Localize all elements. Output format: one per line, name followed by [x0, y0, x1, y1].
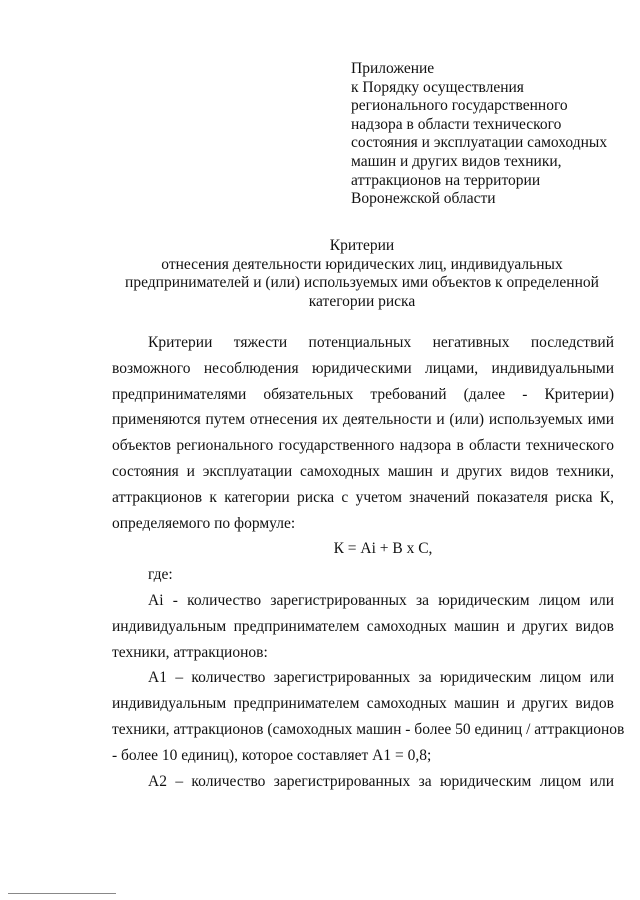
text-line: техники, аттракционов (самоходных машин - более 50 единиц / аттракционов: [112, 720, 625, 738]
text-line: возможного несоблюдения юридическими лицами, индивидуальными: [112, 359, 614, 377]
where-label: где:: [148, 566, 173, 584]
appendix-line: регионального государственного: [351, 97, 568, 115]
text-line: индивидуальным предпринимателем самоходных машин и других видов: [112, 695, 614, 713]
appendix-line: Воронежской области: [351, 190, 496, 208]
paragraph-a1: [112, 665, 625, 768]
appendix-line: машин и других видов техники,: [351, 152, 562, 170]
text-line: техники, аттракционов:: [112, 643, 268, 661]
paragraph-ai: [112, 588, 614, 665]
paragraph-criteria: [112, 330, 614, 536]
appendix-line: надзора в области технического: [351, 115, 562, 133]
text-line: индивидуальным предпринимателем самоходных машин и других видов: [112, 617, 614, 635]
appendix-header: [351, 60, 621, 209]
risk-formula: К = Ai + В x С,: [333, 540, 433, 558]
text-line: объектов регионального государственного надзора в области технического: [112, 437, 614, 455]
text-line: А1 – количество зарегистрированных за юридическим лицом или: [148, 669, 614, 687]
text-line: аттракционов к категории риска с учетом значений показателя риска К,: [112, 488, 614, 506]
footnote-divider: [8, 893, 116, 894]
text-line: Критерии тяжести потенциальных негативных последствий: [148, 334, 614, 351]
appendix-line: к Порядку осуществления: [351, 78, 524, 96]
title-line: предпринимателей и (или) используемых ими объектов к определенной: [125, 274, 599, 292]
text-line: предпринимателями обязательных требований (далее - Критерии): [112, 385, 614, 403]
text-line: применяются путем отнесения их деятельности и (или) используемых ими: [112, 411, 614, 429]
appendix-line: аттракционов на территории: [351, 171, 541, 189]
text-line: - более 10 единиц), которое составляет А1 = 0,8;: [112, 746, 432, 764]
text-line: состояния и эксплуатации самоходных машин и других видов техники,: [112, 462, 614, 480]
text-line: Ai - количество зарегистрированных за юридическим лицом или: [148, 591, 614, 609]
text-line: А2 – количество зарегистрированных за юридическим лицом или: [148, 772, 614, 790]
appendix-line: Приложение: [351, 60, 435, 77]
title-line: категории риска: [308, 292, 416, 310]
title-line: отнесения деятельности юридических лиц, индивидуальных: [161, 255, 563, 273]
text-line: определяемого по формуле:: [112, 514, 296, 532]
document-body: [112, 330, 625, 794]
document-title: [100, 237, 624, 311]
appendix-line: состояния и эксплуатации самоходных: [351, 134, 608, 152]
title-line: Критерии: [329, 237, 395, 254]
paragraph-a2: [112, 769, 614, 795]
